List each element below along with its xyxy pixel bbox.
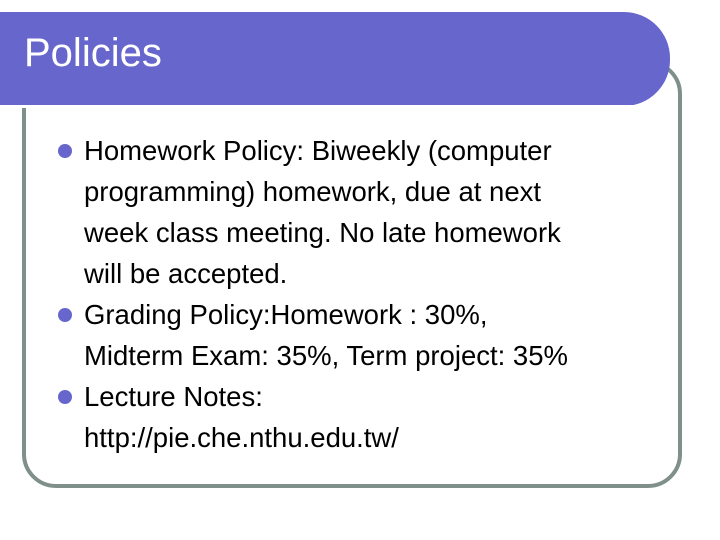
bullet-item-lecture-notes [58,376,678,458]
title-underline [0,105,636,108]
bullet-icon [58,144,72,158]
slide-title: Policies [24,31,162,75]
bullet-icon [58,390,72,404]
bullet-item-grading-policy [58,294,678,376]
bullet-item-homework-policy [58,130,678,294]
bullet-list [58,130,678,458]
bullet-text: Homework Policy: Biweekly (computer programming) homework, due at next week class meeting. No late homework will be accepted. [84,135,561,289]
bullet-text: Lecture Notes: http://pie.che.nthu.edu.tw/ [84,381,399,453]
bullet-icon [58,308,72,322]
bullet-text: Grading Policy:Homework : 30%, Midterm Exam: 35%, Term project: 35% [84,299,568,371]
